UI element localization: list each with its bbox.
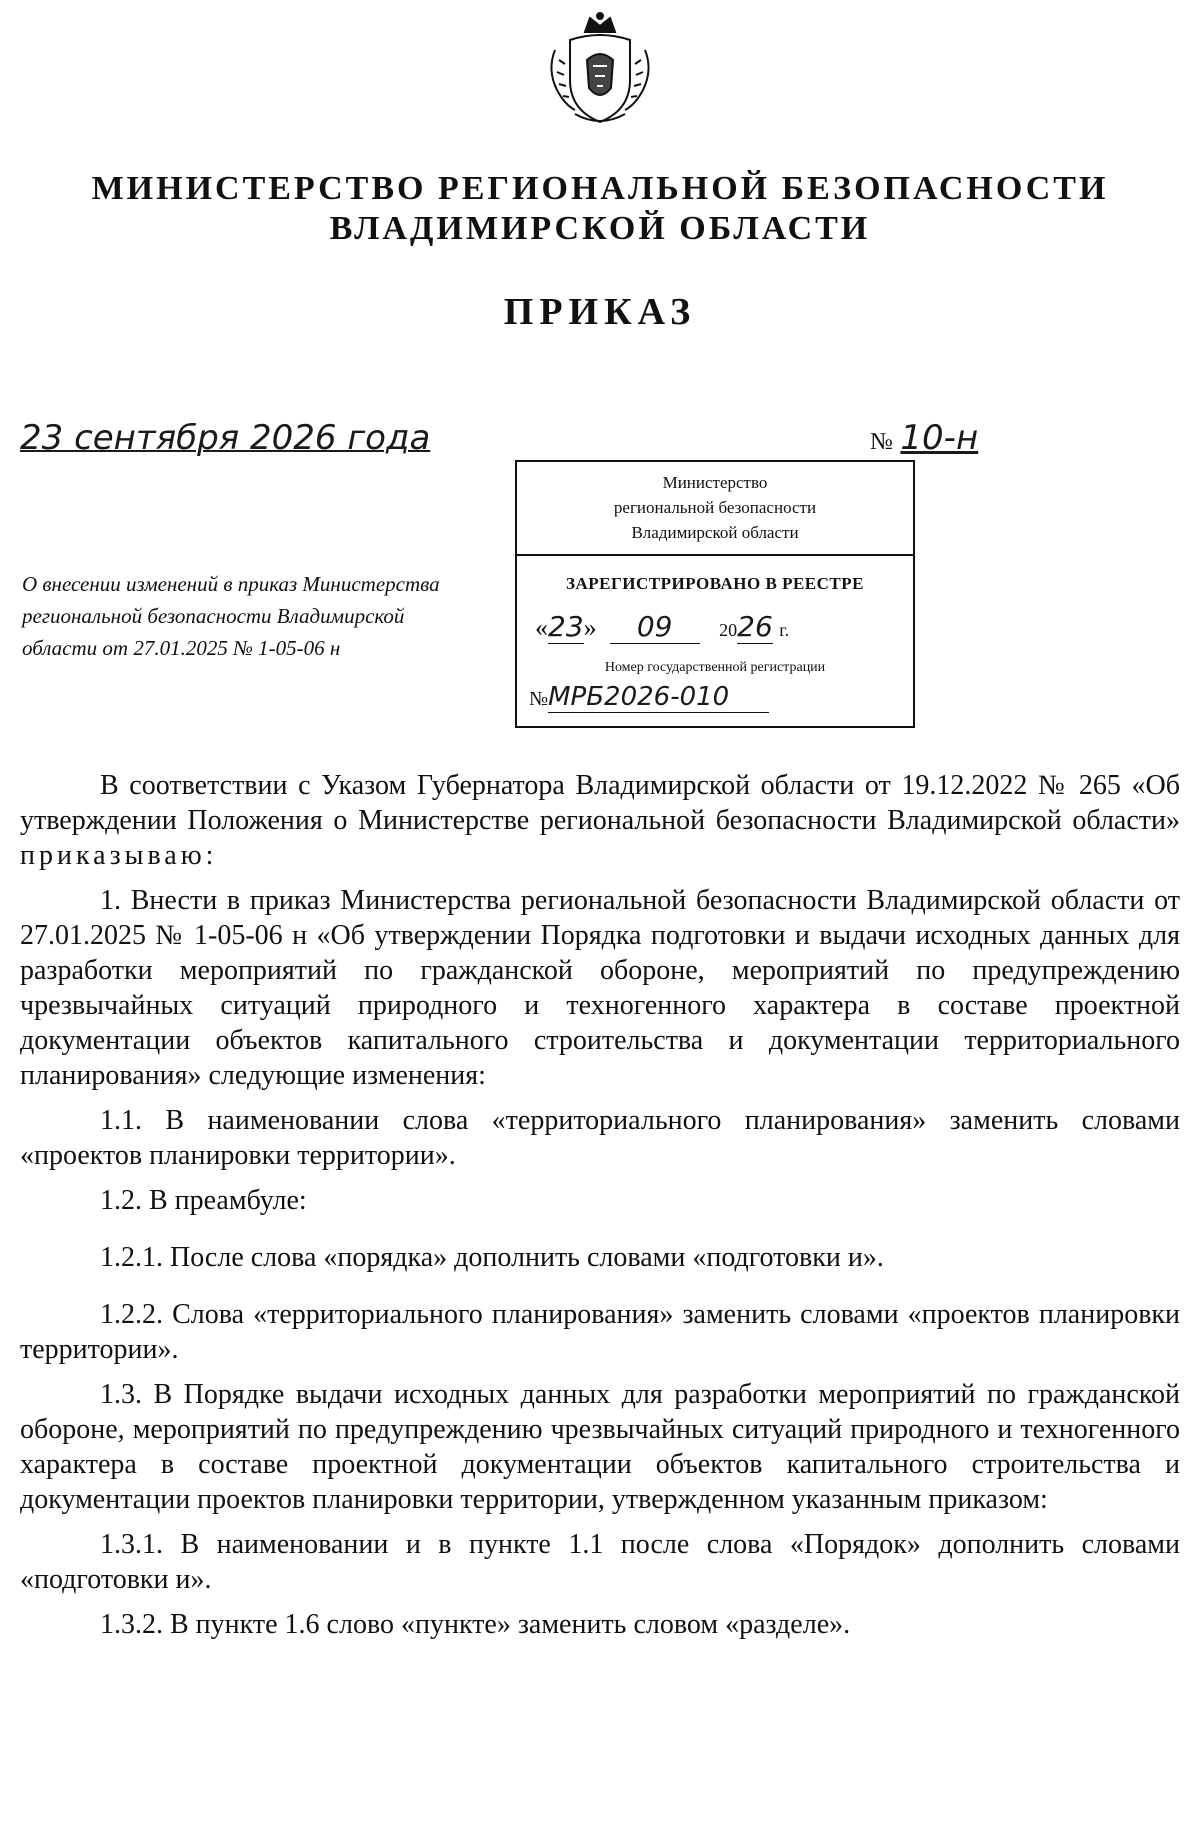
reg-month: 09 (610, 610, 700, 644)
order-body (20, 768, 1180, 1652)
reg-year-suffix: 26 (737, 610, 773, 643)
order-subject: О внесении изменений в приказ Министерства региональной безопасности Владимирской области от 27.01.2025 № 1-05-06 н (22, 572, 440, 660)
reg-year-prefix: 20 (719, 620, 738, 640)
stamp-registration-date: «23» 09 2026 г. (535, 610, 790, 643)
stamp-ministry (517, 470, 913, 545)
stamp-ministry-line: региональной безопасности (613, 498, 817, 517)
regnum-value: МРБ2026-010 (548, 682, 769, 713)
reg-day: 23 (548, 610, 584, 643)
paragraph-1-2-2: 1.2.2. Слова «территориального планирования» заменить словами «проектов планировки территории». (20, 1299, 1180, 1365)
paragraph-1-3-2: 1.3.2. В пункте 1.6 слово «пункте» заменить словом «разделе». (100, 1609, 851, 1640)
preamble-text: В соответствии с Указом Губернатора Владимирской области от 19.12.2022 № 265 «Об утверждении Положения о Министерстве региональной безопасности Владимирской области» (20, 770, 1180, 836)
paragraph-1: 1. Внести в приказ Министерства региональной безопасности Владимирской области от 27.01.2025 № 1-05-06 н «Об утверждении Порядка подготовки и выдачи исходных данных для разработки мероприятий по гражданской обороне, мероприятий по предупреждению чрезвычайных ситуаций природного и техногенного характера в составе проектной документации объектов капитального строительства и документации территориального планирования» следующие изменения: (20, 885, 1180, 1091)
paragraph-1-1: 1.1. В наименовании слова «территориального планирования» заменить словами «проектов планировки территории». (20, 1105, 1180, 1171)
stamp-registration-number (529, 682, 769, 712)
stamp-registered-label: ЗАРЕГИСТРИРОВАНО В РЕЕСТРЕ (566, 574, 864, 593)
paragraph-1-2: 1.2. В преамбуле: (100, 1185, 307, 1216)
document-type-title: ПРИКАЗ (503, 291, 697, 333)
stamp-ministry-line: Министерство (662, 473, 768, 492)
preamble-paragraph (20, 768, 1180, 873)
preamble-verb: приказываю: (20, 840, 218, 871)
number-sign: № (870, 429, 893, 455)
paragraph-1-3: 1.3. В Порядке выдачи исходных данных для разработки мероприятий по гражданской обороне, мероприятий по предупреждению чрезвычайных ситуаций природного и техногенного характера в составе проектной документации объектов капитального строительства и документации проектов планировки территории, утвержденном указанным приказом: (20, 1379, 1180, 1515)
stamp-ministry-line: Владимирской области (631, 523, 799, 542)
coat-of-arms-icon (545, 10, 655, 130)
stamp-divider (517, 554, 913, 556)
paragraph-1-3-1: 1.3.1. В наименовании и в пункте 1.1 после слова «Порядок» дополнить словами «подготовки и». (20, 1529, 1180, 1595)
registration-stamp (515, 460, 915, 728)
regnum-sign: № (529, 688, 549, 710)
ministry-name-line2: ВЛАДИМИРСКОЙ ОБЛАСТИ (329, 210, 871, 247)
order-date: 23 сентября 2026 года (20, 418, 431, 458)
stamp-regnum-label: Номер государственной регистрации (604, 660, 826, 675)
ministry-name-line1: МИНИСТЕРСТВО РЕГИОНАЛЬНОЙ БЕЗОПАСНОСТИ (91, 170, 1109, 207)
reg-year-unit: г. (779, 620, 790, 640)
paragraph-1-2-1: 1.2.1. После слова «порядка» дополнить словами «подготовки и». (100, 1242, 884, 1273)
order-number-value: 10-н (900, 418, 979, 458)
order-number (870, 418, 978, 458)
